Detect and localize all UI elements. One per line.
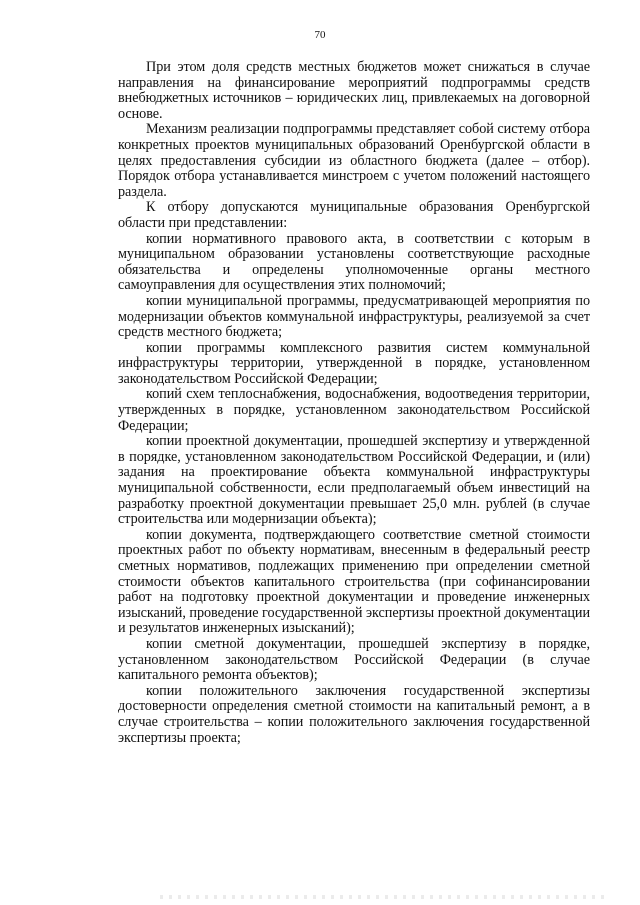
list-item-expertise-conclusion: копии положительного заключения государственной экспертизы достоверности определения сметной стоимости на капитальный ремонт, а в случае строительства – копии положительного заключения государственной экспертизы проекта; (118, 682, 590, 746)
scan-edge-artifact (160, 895, 610, 899)
list-item-cost-conformity-document: копии документа, подтверждающего соответствие сметной стоимости проектных работ по объекту нормативам, внесенным в федеральный реестр сметных нормативов, подлежащих применению при определении сметной стоимости объектов капитального строительства (при софинансировании работ на подготовку проектной документации и проведение инженерных изысканий, проведение государственной экспертизы проектной документации и результатов инженерных изысканий); (118, 526, 590, 637)
paragraph-implementation-mechanism: Механизм реализации подпрограммы представляет собой систему отбора конкретных проектов муниципальных образований Оренбургской области в целях предоставления субсидии из областного бюджета (далее – отбор). Порядок отбора устанавливается минстроем с учетом положений настоящего раздела. (118, 121, 590, 200)
page-number: 70 (314, 29, 326, 41)
list-item-estimate-documentation: копии сметной документации, прошедшей экспертизу в порядке, установленном законодательством Российской Федерации (в случае капитального ремонта объектов); (118, 635, 590, 684)
list-item-municipal-program: копии муниципальной программы, предусматривающей мероприятия по модернизации объектов коммунальной инфраструктуры, реализуемой за счет средств местного бюджета; (118, 292, 590, 341)
list-item-normative-act: копии нормативного правового акта, в соответствии с которым в муниципальном образовании установлены соответствующие расходные обязательства и определены уполномоченные органы местного самоуправления для осуществления этих полномочий; (118, 230, 590, 294)
document-body (118, 60, 590, 746)
paragraph-admission-conditions: К отбору допускаются муниципальные образования Оренбургской области при представлении: (118, 199, 590, 231)
list-item-project-documentation: копии проектной документации, прошедшей экспертизу и утвержденной в порядке, установленном законодательством Российской Федерации, и (или) задания на проектирование объекта коммунальной инфраструктуры муниципальной собственности, если предполагаемый объем инвестиций на разработку проектной документации превышает 25,0 млн. рублей (в случае строительства или модернизации объекта); (118, 433, 590, 528)
list-item-supply-schemes: копий схем теплоснабжения, водоснабжения, водоотведения территории, утвержденных в порядке, установленном законодательством Российской Федерации; (118, 386, 590, 434)
paragraph-local-budget-share: При этом доля средств местных бюджетов может снижаться в случае направления на финансирование мероприятий подпрограммы средств внебюджетных источников – юридических лиц, привлекаемых на договорной основе. (118, 59, 590, 122)
list-item-development-program: копии программы комплексного развития систем коммунальной инфраструктуры территории, утвержденной в порядке, установленном законодательством Российской Федерации; (118, 339, 590, 387)
